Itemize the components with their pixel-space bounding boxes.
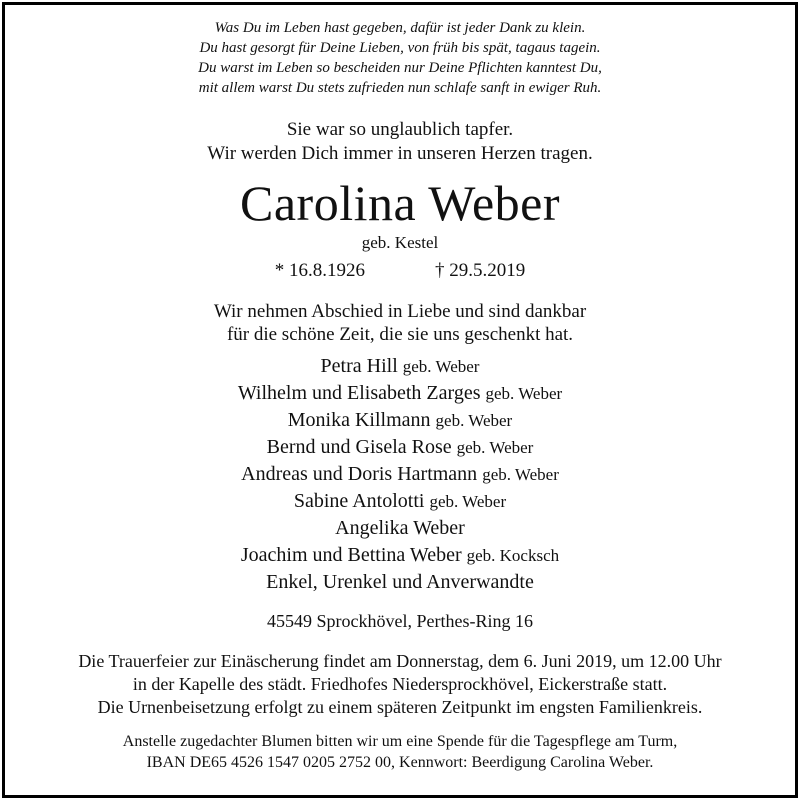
life-dates bbox=[0, 259, 800, 283]
mourner-entry bbox=[0, 434, 800, 461]
mourner-name: Angelika Weber bbox=[335, 517, 465, 539]
farewell-line: für die schöne Zeit, die sie uns geschenkt hat. bbox=[226, 324, 574, 345]
mourner-name: Petra Hill bbox=[320, 355, 398, 377]
mourner-entry bbox=[0, 407, 800, 434]
mourner-entry bbox=[0, 542, 800, 569]
mourner-entry bbox=[0, 569, 800, 596]
mourner-born-name: geb. Weber bbox=[485, 384, 563, 403]
death-date: † 29.5.2019 bbox=[435, 260, 526, 281]
poem-line: mit allem warst Du stets zufrieden nun schlafe sanft in ewiger Ruh. bbox=[198, 80, 602, 96]
mourner-name: Bernd und Gisela Rose bbox=[266, 436, 452, 458]
deceased-name: Carolina Weber bbox=[240, 175, 560, 231]
mourner-entry bbox=[0, 353, 800, 380]
donation-line: IBAN DE65 4526 1547 0205 2752 00, Kennwort: Beerdigung Carolina Weber. bbox=[146, 754, 654, 771]
mourner-name: Sabine Antolotti bbox=[293, 490, 425, 512]
mourner-born-name: geb. Weber bbox=[429, 492, 507, 511]
mourner-born-name: geb. Kocksch bbox=[466, 546, 560, 565]
mourner-entry bbox=[0, 488, 800, 515]
mourner-entry bbox=[0, 380, 800, 407]
donation-line: Anstelle zugedachter Blumen bitten wir um eine Spende für die Tagespflege am Turm, bbox=[122, 733, 678, 750]
poem-line: Was Du im Leben hast gegeben, dafür ist jeder Dank zu klein. bbox=[214, 20, 586, 36]
intro-line: Sie war so unglaublich tapfer. bbox=[286, 119, 514, 140]
mourner-born-name: geb. Weber bbox=[402, 357, 480, 376]
mourner-name: Wilhelm und Elisabeth Zarges bbox=[237, 382, 481, 404]
ceremony-line: Die Trauerfeier zur Einäscherung findet am Donnerstag, dem 6. Juni 2019, um 12.00 Uhr bbox=[78, 651, 722, 671]
intro-line: Wir werden Dich immer in unseren Herzen tragen. bbox=[207, 143, 593, 164]
mourner-born-name: geb. Weber bbox=[435, 411, 513, 430]
mourner-name: Joachim und Bettina Weber bbox=[240, 544, 462, 566]
mourner-entry bbox=[0, 461, 800, 488]
ceremony-line: Die Urnenbeisetzung erfolgt zu einem späteren Zeitpunkt im engsten Familienkreis. bbox=[97, 697, 703, 717]
poem-line: Du warst im Leben so bescheiden nur Deine Pflichten kanntest Du, bbox=[198, 60, 602, 76]
poem-line: Du hast gesorgt für Deine Lieben, von früh bis spät, tagaus tagein. bbox=[199, 40, 601, 56]
mourner-name: Enkel, Urenkel und Anverwandte bbox=[266, 571, 534, 593]
ceremony-line: in der Kapelle des städt. Friedhofes Niedersprockhövel, Eickerstraße statt. bbox=[132, 674, 668, 694]
family-address: 45549 Sprockhövel, Perthes-Ring 16 bbox=[267, 611, 533, 631]
mourner-name: Monika Killmann bbox=[287, 409, 431, 431]
mourner-born-name: geb. Weber bbox=[456, 438, 534, 457]
deceased-born-name: geb. Kestel bbox=[361, 233, 439, 252]
birth-date: * 16.8.1926 bbox=[274, 260, 365, 281]
mourner-born-name: geb. Weber bbox=[482, 465, 559, 484]
mourner-name: Andreas und Doris Hartmann bbox=[241, 463, 478, 485]
farewell-line: Wir nehmen Abschied in Liebe und sind dankbar bbox=[213, 301, 587, 322]
mourner-entry bbox=[0, 515, 800, 542]
